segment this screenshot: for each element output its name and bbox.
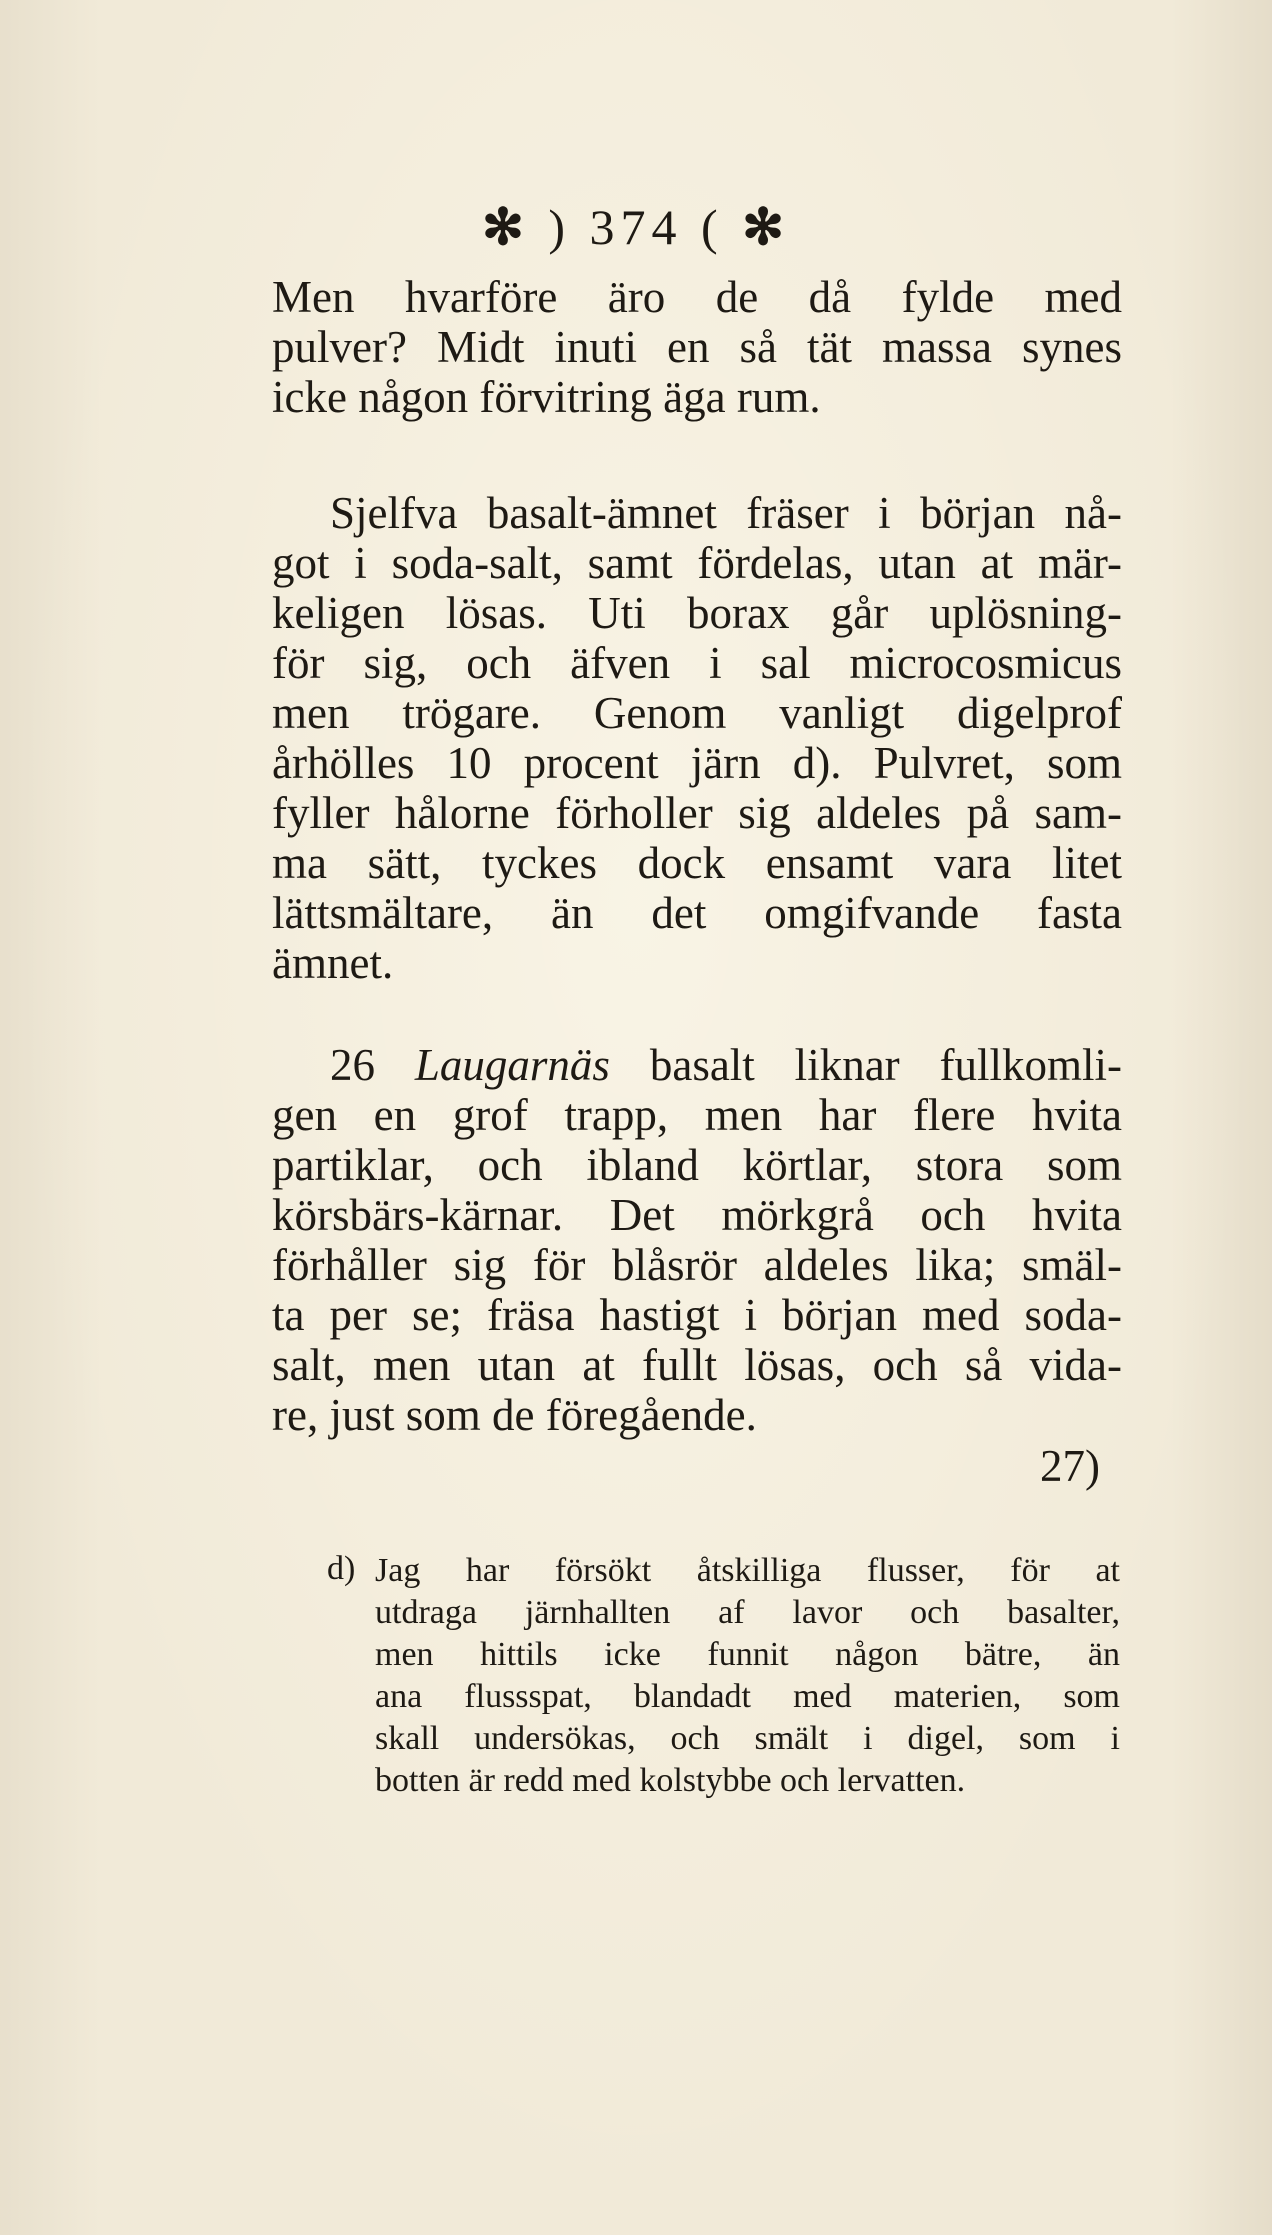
text-line: för sig, och äfven i sal microcosmicus — [272, 638, 1122, 688]
text-segment: basalt liknar fullkomli- — [649, 1040, 1123, 1090]
text-line: salt, men utan at fullt lösas, och så vida- — [272, 1340, 1122, 1390]
text-line: förhåller sig för blåsrör aldeles lika; smäl- — [272, 1240, 1122, 1290]
text-line: århölles 10 procent järn d). Pulvret, som — [272, 738, 1122, 788]
footnote-line: men hittils icke funnit någon bätre, än — [375, 1636, 1120, 1673]
footnote-marker: d) — [327, 1550, 356, 1587]
place-name: Laugarnäs — [414, 1040, 610, 1090]
text-line: pulver? Midt inuti en så tät massa synes — [272, 322, 1122, 372]
footnote-line: ana flussspat, blandadt med materien, som — [375, 1678, 1120, 1715]
page-number: ) 374 ( — [548, 199, 724, 255]
paragraph-3 — [272, 1040, 1122, 1440]
text-line: ma sätt, tyckes dock ensamt vara litet — [272, 838, 1122, 888]
footnote — [375, 1550, 1120, 1802]
section-number: 26 — [330, 1040, 375, 1090]
footnote-line: utdraga järnhallten af lavor och basalter, — [375, 1594, 1120, 1631]
text-line: keligen lösas. Uti borax går uplösning- — [272, 588, 1122, 638]
paragraph-2 — [272, 488, 1122, 988]
asterism-left-icon: ✻ — [481, 199, 530, 255]
catchword: 27) — [1040, 1441, 1100, 1491]
text-line — [272, 1040, 1122, 1090]
text-line: gen en grof trapp, men har flere hvita — [272, 1090, 1122, 1140]
text-line: lättsmältare, än det omgifvande fasta — [272, 888, 1122, 938]
text-line: got i soda-salt, samt fördelas, utan at mär- — [272, 538, 1122, 588]
text-line: ämnet. — [272, 938, 394, 988]
text-line: Men hvarföre äro de då fylde med — [272, 272, 1122, 322]
paragraph-1 — [272, 272, 1122, 422]
text-line: fyller hålorne förholler sig aldeles på sam- — [272, 788, 1122, 838]
asterism-right-icon: ✻ — [742, 199, 791, 255]
footnote-line: Jag har försökt åtskilliga flusser, för at — [375, 1552, 1120, 1589]
text-line: Sjelfva basalt-ämnet fräser i början nå- — [330, 488, 1122, 538]
text-line: icke någon förvitring äga rum. — [272, 372, 821, 422]
text-line: re, just som de föregående. — [272, 1390, 757, 1440]
footnote-line: skall undersökas, och smält i digel, som i — [375, 1720, 1120, 1757]
text-line: körsbärs-kärnar. Det mörkgrå och hvita — [272, 1190, 1122, 1240]
text-line: men trögare. Genom vanligt digelprof — [272, 688, 1122, 738]
text-line: ta per se; fräsa hastigt i början med soda- — [272, 1290, 1122, 1340]
footnote-line: botten är redd med kolstybbe och lervatten. — [375, 1762, 966, 1799]
text-line: partiklar, och ibland körtlar, stora som — [272, 1140, 1122, 1190]
page-header — [0, 198, 1272, 256]
